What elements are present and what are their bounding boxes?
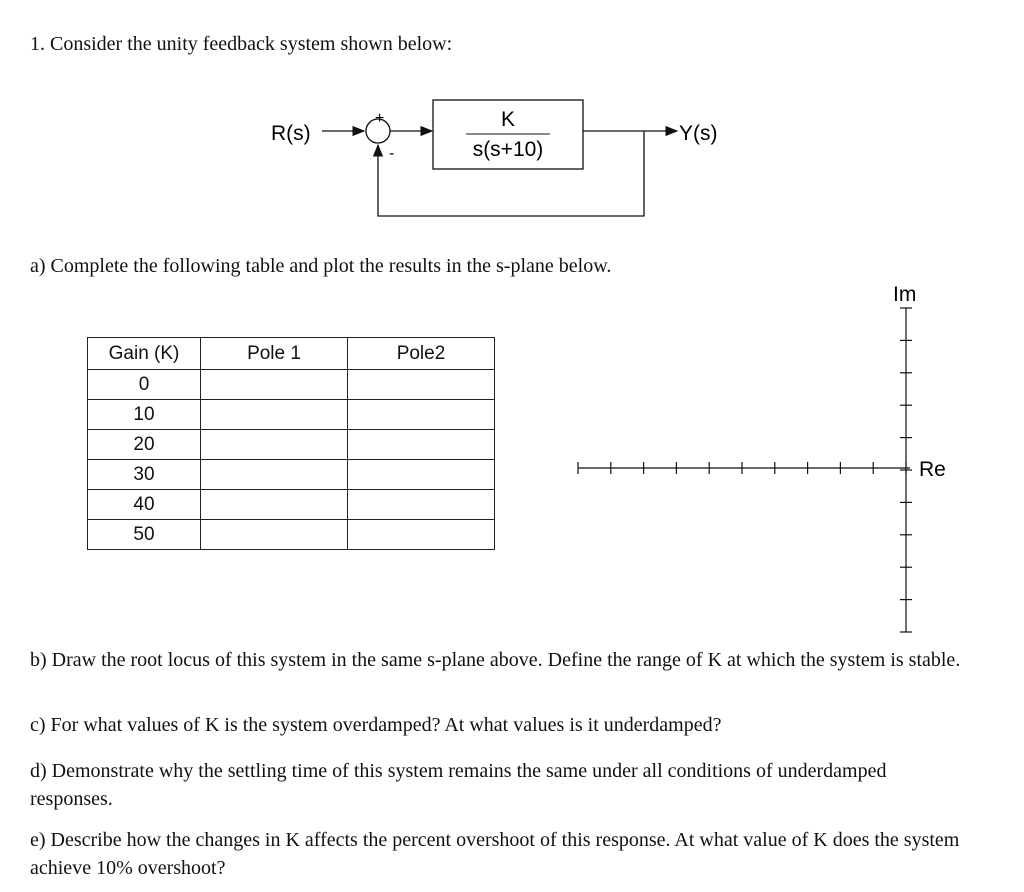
pole2-cell[interactable] [348,490,495,520]
table-row [88,460,495,490]
table-row [88,520,495,550]
table-header-pole1: Pole 1 [201,338,348,370]
gain-cell: 0 [88,370,201,400]
table-row [88,400,495,430]
pole2-cell[interactable] [348,370,495,400]
output-label: Y(s) [679,122,718,145]
pole1-cell[interactable] [201,430,348,460]
input-label: R(s) [271,122,311,145]
plus-sign: + [375,110,385,127]
s-plane-axes [578,308,910,632]
gain-cell: 50 [88,520,201,550]
block-diagram [0,0,1024,260]
table-row [88,490,495,520]
pole2-cell[interactable] [348,520,495,550]
pole1-cell[interactable] [201,400,348,430]
question-e: e) Describe how the changes in K affects the percent overshoot of this response. At what value of K does the system achieve 10% overshoot? [30,829,960,879]
pole1-cell[interactable] [201,370,348,400]
question-c: c) For what values of K is the system overdamped? At what values is it underdamped? [30,714,722,736]
minus-sign: - [389,145,395,162]
pole2-cell[interactable] [348,400,495,430]
tf-numerator: K [500,108,516,131]
table-row [88,370,495,400]
gain-cell: 20 [88,430,201,460]
pole2-cell[interactable] [348,430,495,460]
pole-table [87,337,495,550]
im-axis-label: Im [893,283,917,306]
question-a: a) Complete the following table and plot the results in the s-plane below. [30,255,612,277]
question-b: b) Draw the root locus of this system in the same s-plane above. Define the range of K at which the system is stable. [30,649,961,671]
axis-ticks [578,308,912,632]
question-1-title: 1. Consider the unity feedback system shown below: [30,33,453,55]
question-d: d) Demonstrate why the settling time of this system remains the same under all conditions of underdamped responses. [30,760,887,810]
gain-cell: 40 [88,490,201,520]
pole1-cell[interactable] [201,460,348,490]
table-row [88,430,495,460]
pole1-cell[interactable] [201,520,348,550]
pole2-cell[interactable] [348,460,495,490]
table-header-pole2: Pole2 [348,338,495,370]
gain-cell: 30 [88,460,201,490]
table-header-gain: Gain (K) [88,338,201,370]
tf-denominator: s(s+10) [472,138,544,161]
gain-cell: 10 [88,400,201,430]
pole1-cell[interactable] [201,490,348,520]
re-axis-label: Re [919,458,946,481]
